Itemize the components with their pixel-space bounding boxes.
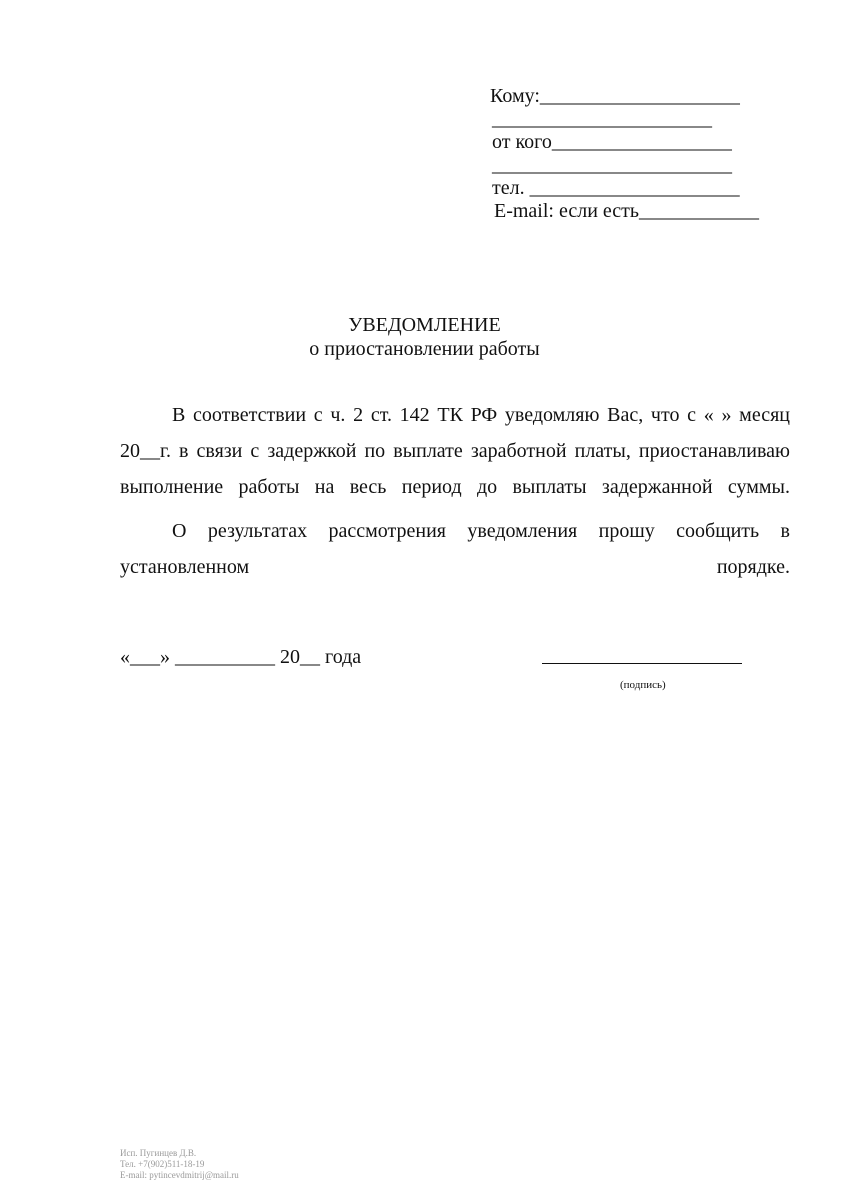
footer-author: Исп. Пугинцев Д.В. [120, 1148, 197, 1158]
document-title: УВЕДОМЛЕНИЕ [348, 314, 501, 336]
body-paragraph-1-text: В соответствии с ч. 2 ст. 142 ТК РФ уведомляю Вас, что с « » месяц 20__г. в связи с задержкой по выплате заработной платы, приостанавливаю выполнение работы на весь период до выплаты задержанной суммы. [120, 404, 790, 498]
from-field-continuation: ________________________ [492, 154, 732, 176]
to-field-continuation: ______________________ [492, 108, 712, 130]
body-paragraph-2-text: О результатах рассмотрения уведомления прошу сообщить в установленном порядке. [120, 520, 790, 578]
footer-email: E-mail: pytincevdmitrij@mail.ru [120, 1170, 239, 1180]
to-field: Кому:____________________ [490, 85, 740, 107]
signature-line [542, 663, 742, 664]
signature-label: (подпись) [620, 679, 666, 691]
phone-field: тел. _____________________ [492, 177, 740, 199]
body-paragraph-2 [120, 513, 790, 621]
footer-phone: Тел. +7(902)511-18-19 [120, 1159, 205, 1169]
footer-contact [120, 1148, 239, 1181]
from-field: от кого__________________ [492, 131, 732, 153]
document-subtitle: о приостановлении работы [309, 338, 540, 360]
email-field: E-mail: если есть____________ [494, 200, 760, 222]
date-line: «___» __________ 20__ года [120, 646, 362, 668]
